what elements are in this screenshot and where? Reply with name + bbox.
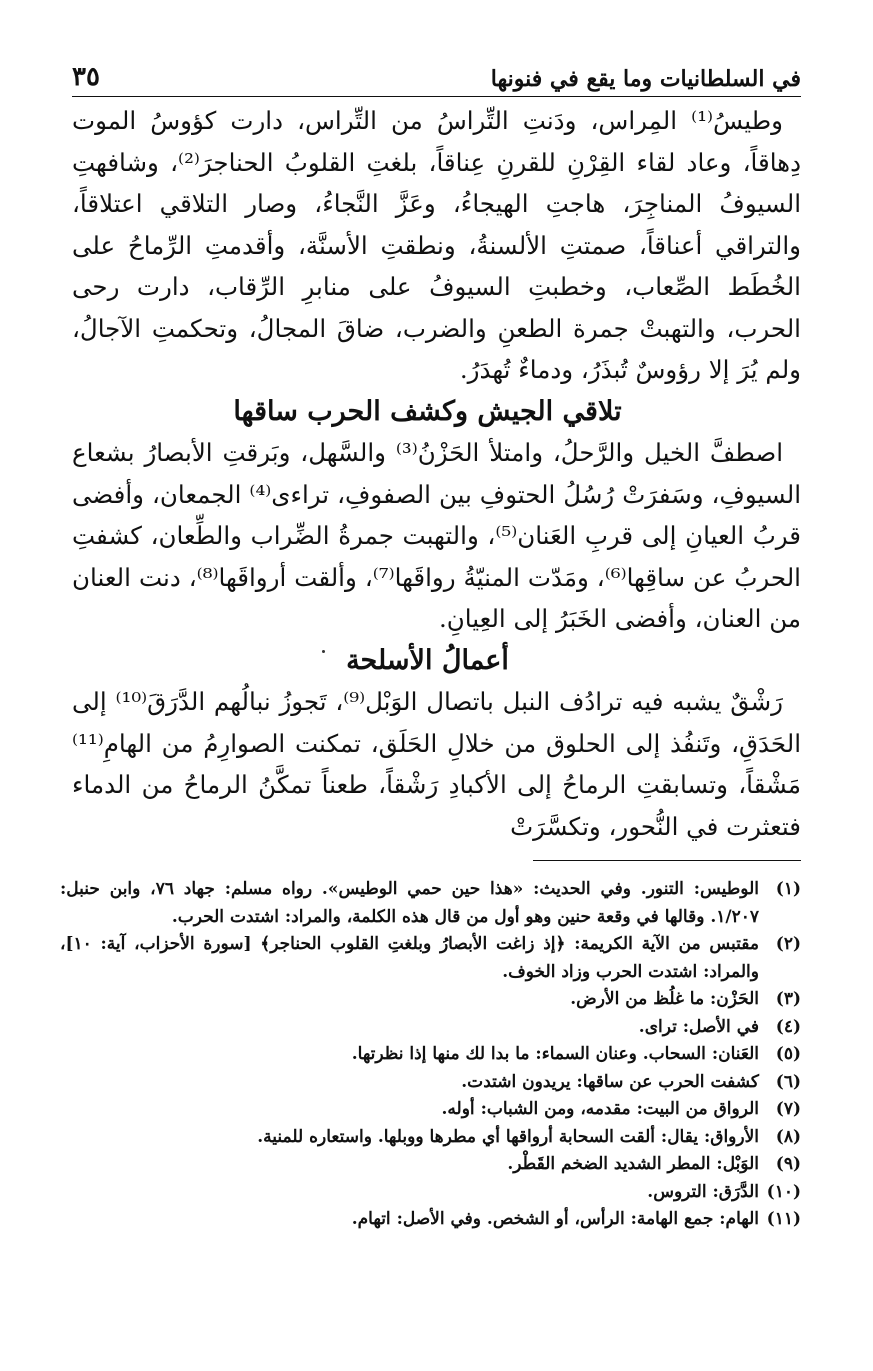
paragraph-3: رَشْقٌ يشبه فيه ترادُف النبل باتصال الوَبْل⁽⁹⁾، تَجوزُ نبالُهم الدَّرَقَ⁽¹⁰⁾ إلى الحَدَقِ، وتَنفُذ إلى الحلوق من خلالِ الحَلَق، تمكنت الصوارِمُ من الهامِ⁽¹¹⁾ مَشْقاً، وتسابقتِ الرماحُ إلى الأكبادِ رَشْقاً، طعناً تمكَّنُ الرماحُ من الدماء فتعثرت في النُّحور، وتكسَّرَتْ — [72, 687, 801, 841]
footnote-9 — [60, 1151, 801, 1179]
stray-dot — [322, 650, 325, 653]
footnote-number: (٥) — [775, 1044, 801, 1064]
header-title: في السلطانيات وما يقع في فنونها — [490, 66, 801, 92]
footnote-number: (٣) — [775, 989, 801, 1009]
footnote-1 — [60, 876, 801, 931]
footnote-10 — [60, 1179, 801, 1207]
footnote-text: في الأصل: تراى. — [638, 1016, 759, 1037]
footnote-number: (١١) — [766, 1209, 801, 1229]
page-number: ٣٥ — [72, 62, 100, 92]
footnote-4 — [60, 1014, 801, 1042]
paragraph-2: اصطفَّ الخيل والرَّحلُ، وامتلأ الحَزْنُ⁽³⁾ والسَّهل، وبَرقتِ الأبصارُ بشعاع السيوفِ، وسَفرَتْ رُسُلُ الحتوفِ بين الصفوفِ، تراءى⁽⁴⁾ الجمعان، وأفضى قربُ العيانِ إلى قربِ العَنان⁽⁵⁾، والتهبت جمرةُ الضِّراب والطِّعان، كشفتِ الحربُ عن ساقِها⁽⁶⁾، ومَدّت المنيّةُ رواقَها⁽⁷⁾، وألقت أرواقَها⁽⁸⁾، دنت العنان من العنان، وأفضى الخَبَرُ إلى العِيانِ. — [72, 438, 802, 633]
footnote-number: (٦) — [775, 1071, 801, 1092]
footnote-text: الرواق من البيت: مقدمه، ومن الشباب: أوله. — [441, 1099, 759, 1119]
footnote-11 — [60, 1206, 801, 1234]
footnote-number: (٧) — [775, 1099, 801, 1119]
paragraph-1: وطيسُ⁽¹⁾ المِراس، ودَنتِ التِّراسُ من التِّراس، دارت كؤوسُ الموت دِهاقاً، وعاد لقاء القِرْنِ للقرنِ عِناقاً، بلغتِ القلوبُ الحناجرَ⁽²⁾، وشافهتِ السيوفُ المناجِرَ، هاجتِ الهيجاءُ، وعَزَّ النَّجاءُ، وصار التلاقي اعتلاقاً، والتراقي أعناقاً، صمتتِ الألسنةُ، ونطقتِ الأسنَّة، وأقدمتِ الرِّماحُ على الخُطَط الصِّعاب، وخطبتِ السيوفُ على منابرِ الرِّقاب، دارت رحى الحرب، والتهبتْ جمرة الطعنِ والضرب، ضاقَ المجالُ، وتحكمتِ الآجالُ، ولم يُرَ إلا رؤوسٌ تُبذَرُ، ودماءٌ تُهدَرُ. — [72, 106, 801, 384]
footnote-7 — [60, 1096, 801, 1124]
footnotes — [60, 876, 801, 1234]
footnote-text: الوطيس: التنور. وفي الحديث: «هذا حين حمي الوطيس». رواه مسلم: جهاد ٧٦، وابن حنبل: ١/٢٠٧. وقالها في وقعة حنين وهو أول من قال هذه الكلمة، والمراد: اشتدت الحرب. — [60, 879, 759, 927]
running-header — [72, 52, 801, 97]
footnote-number: (٢) — [775, 934, 801, 954]
footnote-text: الأرواق: يقال: ألقت السحابة أرواقها أي مطرها ووبلها. واستعاره للمنية. — [257, 1126, 759, 1147]
footnote-number: (١) — [775, 879, 801, 899]
footnote-text: كشفت الحرب عن ساقها: يريدون اشتدت. — [461, 1071, 759, 1092]
footnote-number: (١٠) — [766, 1181, 801, 1202]
section-heading-weapons: أعمالُ الأسلحة — [346, 644, 509, 676]
footnote-separator — [533, 860, 801, 861]
footnote-text: الهام: جمع الهامة: الرأس، أو الشخص. وفي الأصل: اتهام. — [351, 1209, 759, 1229]
footnote-text: الوَبْل: المطر الشديد الضخم القَطْر. — [507, 1154, 759, 1174]
footnote-8 — [60, 1124, 801, 1152]
footnote-number: (٤) — [775, 1016, 801, 1037]
footnote-text: الحَزْن: ما غلُظ من الأرض. — [570, 989, 759, 1009]
footnote-number: (٩) — [775, 1154, 801, 1174]
main-text — [72, 100, 801, 847]
footnote-text: الدَّرَق: التروس. — [647, 1181, 759, 1202]
footnote-text: العَنان: السحاب. وعنان السماء: ما بدا لك منها إذا نظرتها. — [351, 1044, 759, 1064]
footnote-5 — [60, 1041, 801, 1069]
footnote-2 — [60, 931, 801, 986]
footnote-6 — [60, 1069, 801, 1097]
footnote-text: مقتبس من الآية الكريمة: ﴿إذ زاغت الأبصارُ وبلغتِ القلوب الحناجر﴾ [سورة الأحزاب، آية: ١٠]، والمراد: اشتدت الحرب وزاد الخوف. — [60, 934, 759, 982]
section-heading-army-meeting: تلاقي الجيش وكشف الحرب ساقها — [233, 395, 622, 427]
footnote-3 — [60, 986, 801, 1014]
footnote-number: (٨) — [775, 1126, 801, 1147]
